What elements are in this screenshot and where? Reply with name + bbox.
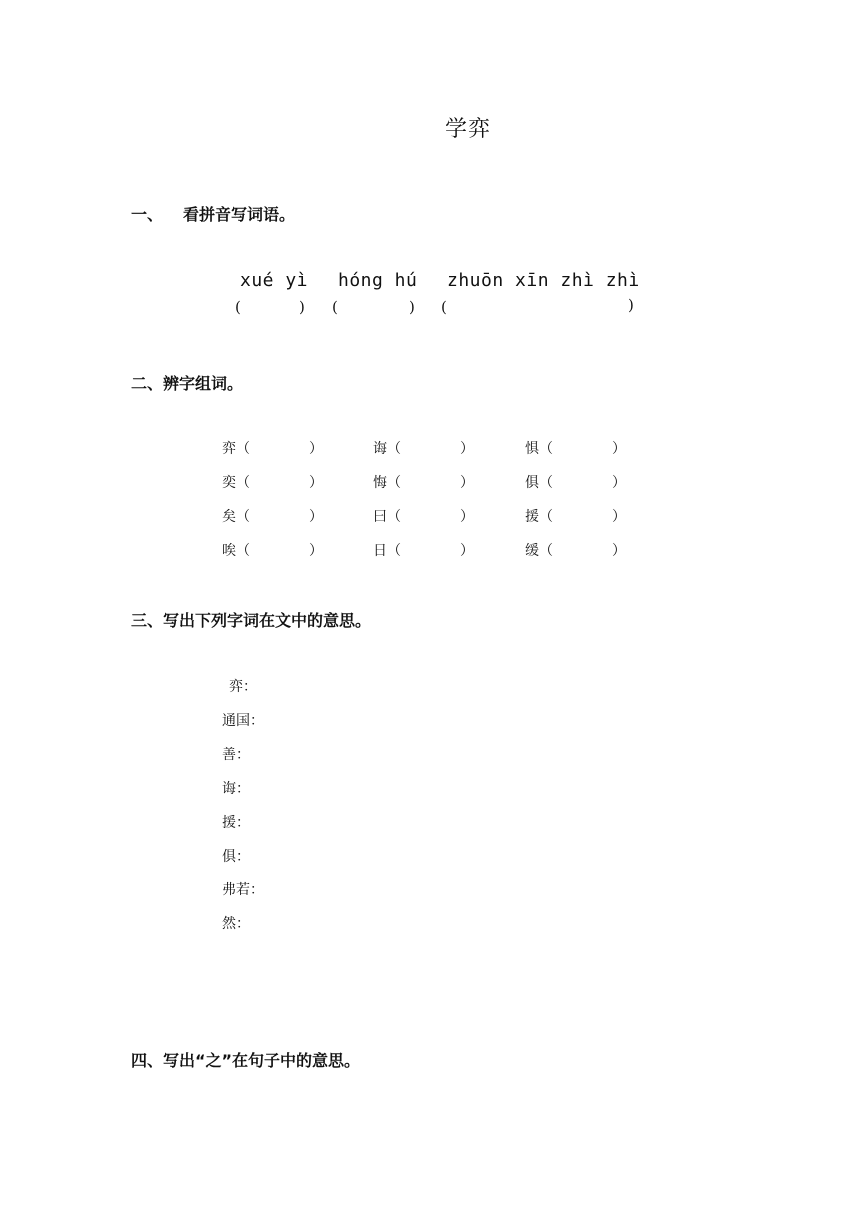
answer-paren-3-close: ) xyxy=(628,296,634,314)
char-cell: 弈（ ） xyxy=(222,441,323,457)
answer-paren-2-close: ) xyxy=(409,298,415,316)
pinyin-1: xué yì xyxy=(240,270,309,291)
term-item: 俱： xyxy=(222,849,250,865)
section-1-number: 一、 xyxy=(131,205,164,224)
char-cell: 曰（ ） xyxy=(373,509,474,525)
answer-paren-1-open: ( xyxy=(235,298,241,316)
section-1-heading xyxy=(131,202,295,225)
char-cell: 诲（ ） xyxy=(373,441,474,457)
answer-paren-1-close: ) xyxy=(299,298,305,316)
term-item: 诲： xyxy=(222,781,250,797)
char-cell: 唉（ ） xyxy=(222,543,323,559)
section-3-heading xyxy=(131,608,371,631)
answer-paren-2-open: ( xyxy=(332,298,338,316)
section-2-text: 辨字组词。 xyxy=(163,374,244,393)
char-cell: 援（ ） xyxy=(525,509,626,525)
section-4-number: 四、 xyxy=(131,1051,164,1070)
char-cell: 日（ ） xyxy=(373,543,474,559)
char-cell: 俱（ ） xyxy=(525,475,626,491)
section-4-text: 写出“之”在句子中的意思。 xyxy=(163,1051,361,1070)
answer-paren-3-open: ( xyxy=(441,298,447,316)
section-2-heading xyxy=(131,371,243,394)
section-1-text: 看拼音写词语。 xyxy=(183,205,296,224)
term-item: 然： xyxy=(222,916,250,932)
char-cell: 奕（ ） xyxy=(222,475,323,491)
page-title: 学弈 xyxy=(444,117,491,142)
char-cell: 缓（ ） xyxy=(525,543,626,559)
section-2-number: 二、 xyxy=(131,374,164,393)
term-item: 弈： xyxy=(229,679,257,695)
section-3-number: 三、 xyxy=(131,611,164,630)
section-4-heading xyxy=(131,1048,360,1071)
term-item: 善： xyxy=(222,747,250,763)
pinyin-3: zhuōn xīn zhì zhì xyxy=(447,270,640,291)
char-cell: 矣（ ） xyxy=(222,509,323,525)
pinyin-2: hóng hú xyxy=(338,270,418,291)
char-cell: 悔（ ） xyxy=(373,475,474,491)
char-cell: 惧（ ） xyxy=(525,441,626,457)
term-item: 通国： xyxy=(222,713,264,729)
section-3-text: 写出下列字词在文中的意思。 xyxy=(163,611,372,630)
term-item: 弗若： xyxy=(222,882,264,898)
term-item: 援： xyxy=(222,815,250,831)
